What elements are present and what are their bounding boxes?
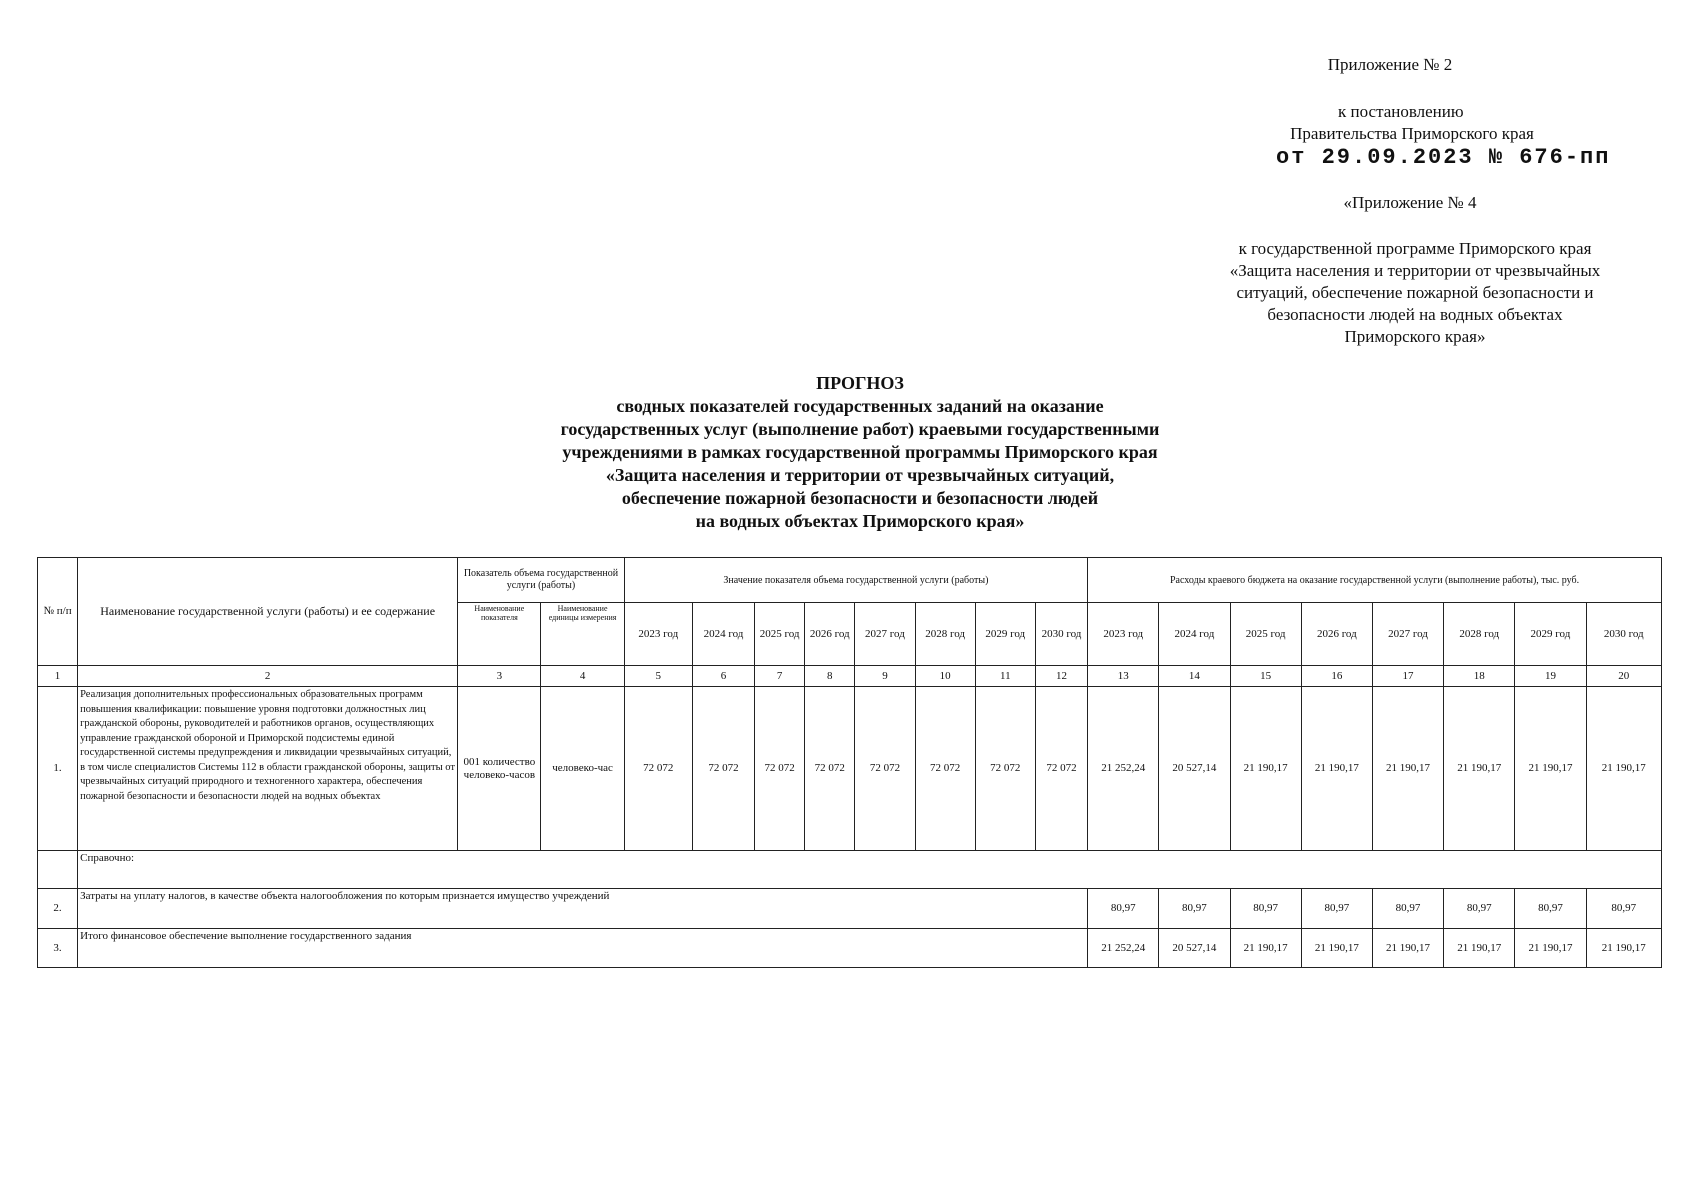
column-number: 16 [1301,666,1372,687]
program-line: безопасности людей на водных объектах [1267,305,1563,324]
tax-costs-label: Затраты на уплату налогов, в качестве объекта налогообложения по которым признается имущество учреждений [78,889,1088,929]
table-row [38,687,1662,851]
value-cell: 72 072 [975,687,1035,851]
cost-cell: 80,97 [1444,889,1515,929]
value-cell: 72 072 [692,687,754,851]
cost-cell: 80,97 [1586,889,1661,929]
value-cell: 72 072 [1035,687,1087,851]
reference-row [38,851,1662,889]
program-line: к государственной программе Приморского края [1238,239,1592,258]
indicator-unit: человеко-час [541,687,624,851]
column-number: 17 [1372,666,1443,687]
cost-cell: 21 190,17 [1230,687,1301,851]
cost-cell: 80,97 [1515,889,1586,929]
cost-cell: 20 527,14 [1159,687,1230,851]
value-year-header: 2025 год [755,603,805,666]
col-header-name: Наименование государственной услуги (работы) и ее содержание [78,558,458,666]
to-resolution-label: к постановлению [1338,102,1464,121]
value-year-header: 2024 год [692,603,754,666]
document-title [440,372,1280,533]
column-number: 13 [1088,666,1159,687]
service-description: Реализация дополнительных профессиональных образовательных программ повышения квалификации: повышение уровня подготовки должностных лиц гражданской обороны, руководителей и работников органов, осуществляющих управление гражданской обороной и Приморской подсистемы единой государственной системы предупреждения и ликвидации чрезвычайных ситуаций, в том числе специалистов Системы 112 в области гражданской обороны, защиты от чрезвычайных ситуаций природного и техногенного характера, обеспечения пожарной безопасности и безопасности людей на водных объектах [78,687,458,851]
cost-cell: 21 190,17 [1586,929,1661,968]
cost-year-header: 2024 год [1159,603,1230,666]
total-funding-label: Итого финансовое обеспечение выполнение государственного задания [78,929,1088,968]
value-year-header: 2029 год [975,603,1035,666]
value-cell: 72 072 [855,687,915,851]
resolution-date-number: от 29.09.2023 № 676-пп [1276,145,1611,170]
cost-year-header: 2026 год [1301,603,1372,666]
numbering-row [38,666,1662,687]
cost-cell: 21 190,17 [1515,687,1586,851]
cost-cell: 80,97 [1372,889,1443,929]
cost-cell: 21 190,17 [1230,929,1301,968]
cost-cell: 21 190,17 [1372,929,1443,968]
program-reference [1180,238,1650,348]
cost-year-header: 2030 год [1586,603,1661,666]
column-number: 2 [78,666,458,687]
cost-cell: 21 190,17 [1515,929,1586,968]
column-number: 9 [855,666,915,687]
cost-cell: 80,97 [1230,889,1301,929]
title-line: «Защита населения и территории от чрезвычайных ситуаций, [605,465,1115,485]
column-number: 3 [458,666,541,687]
column-number: 7 [755,666,805,687]
column-number: 11 [975,666,1035,687]
value-cell: 72 072 [755,687,805,851]
col-header-costs: Расходы краевого бюджета на оказание государственной услуги (выполнение работы), тыс. руб. [1088,558,1662,603]
cost-cell: 21 190,17 [1586,687,1661,851]
cost-year-header: 2029 год [1515,603,1586,666]
title-heading: ПРОГНОЗ [816,373,904,393]
government-label: Правительства Приморского края [1290,124,1534,143]
value-year-header: 2030 год [1035,603,1087,666]
title-line: государственных услуг (выполнение работ) краевыми государственными [560,419,1160,439]
title-line: сводных показателей государственных заданий на оказание [616,396,1104,416]
column-number: 19 [1515,666,1586,687]
column-number: 14 [1159,666,1230,687]
cost-year-header: 2028 год [1444,603,1515,666]
title-line: обеспечение пожарной безопасности и безопасности людей [621,488,1099,508]
forecast-table [37,557,1662,968]
value-year-header: 2023 год [624,603,692,666]
col-header-indicator-name: Наименование показателя [458,603,541,666]
appendix-4-label: «Приложение № 4 [1343,193,1477,212]
program-line: «Защита населения и территории от чрезвычайных [1229,261,1601,280]
col-header-values: Значение показателя объема государственной услуги (работы) [624,558,1087,603]
cost-cell: 21 252,24 [1088,929,1159,968]
reference-label: Справочно: [78,851,1662,889]
cost-cell: 20 527,14 [1159,929,1230,968]
value-year-header: 2026 год [805,603,855,666]
column-number: 4 [541,666,624,687]
col-header-indicator: Показатель объема государственной услуги (работы) [458,558,624,603]
cost-cell: 80,97 [1159,889,1230,929]
cost-year-header: 2027 год [1372,603,1443,666]
cost-cell: 21 252,24 [1088,687,1159,851]
column-number: 20 [1586,666,1661,687]
appendix-2-label: Приложение № 2 [1327,55,1453,74]
title-line: на водных объектах Приморского края» [695,511,1025,531]
table-row [38,929,1662,968]
column-number: 6 [692,666,754,687]
table-row [38,889,1662,929]
cost-year-header: 2023 год [1088,603,1159,666]
cost-cell: 21 190,17 [1301,929,1372,968]
row-number: 3. [38,929,78,968]
title-line: учреждениями в рамках государственной программы Приморского края [562,442,1158,462]
cost-cell: 21 190,17 [1372,687,1443,851]
value-cell: 72 072 [915,687,975,851]
column-number: 5 [624,666,692,687]
column-number: 12 [1035,666,1087,687]
program-line: ситуаций, обеспечение пожарной безопасности и [1236,283,1594,302]
cost-cell: 21 190,17 [1301,687,1372,851]
row-number: 1. [38,687,78,851]
value-year-header: 2028 год [915,603,975,666]
cost-cell: 21 190,17 [1444,687,1515,851]
cost-cell: 21 190,17 [1444,929,1515,968]
column-number: 18 [1444,666,1515,687]
indicator-name: 001 количество человеко-часов [458,687,541,851]
col-header-no: № п/п [38,558,78,666]
column-number: 1 [38,666,78,687]
value-cell: 72 072 [624,687,692,851]
value-year-header: 2027 год [855,603,915,666]
cost-cell: 80,97 [1301,889,1372,929]
col-header-indicator-unit: Наименование единицы измерения [541,603,624,666]
column-number: 15 [1230,666,1301,687]
value-cell: 72 072 [805,687,855,851]
column-number: 8 [805,666,855,687]
program-line: Приморского края» [1344,327,1486,346]
row-number: 2. [38,889,78,929]
column-number: 10 [915,666,975,687]
cost-year-header: 2025 год [1230,603,1301,666]
cost-cell: 80,97 [1088,889,1159,929]
